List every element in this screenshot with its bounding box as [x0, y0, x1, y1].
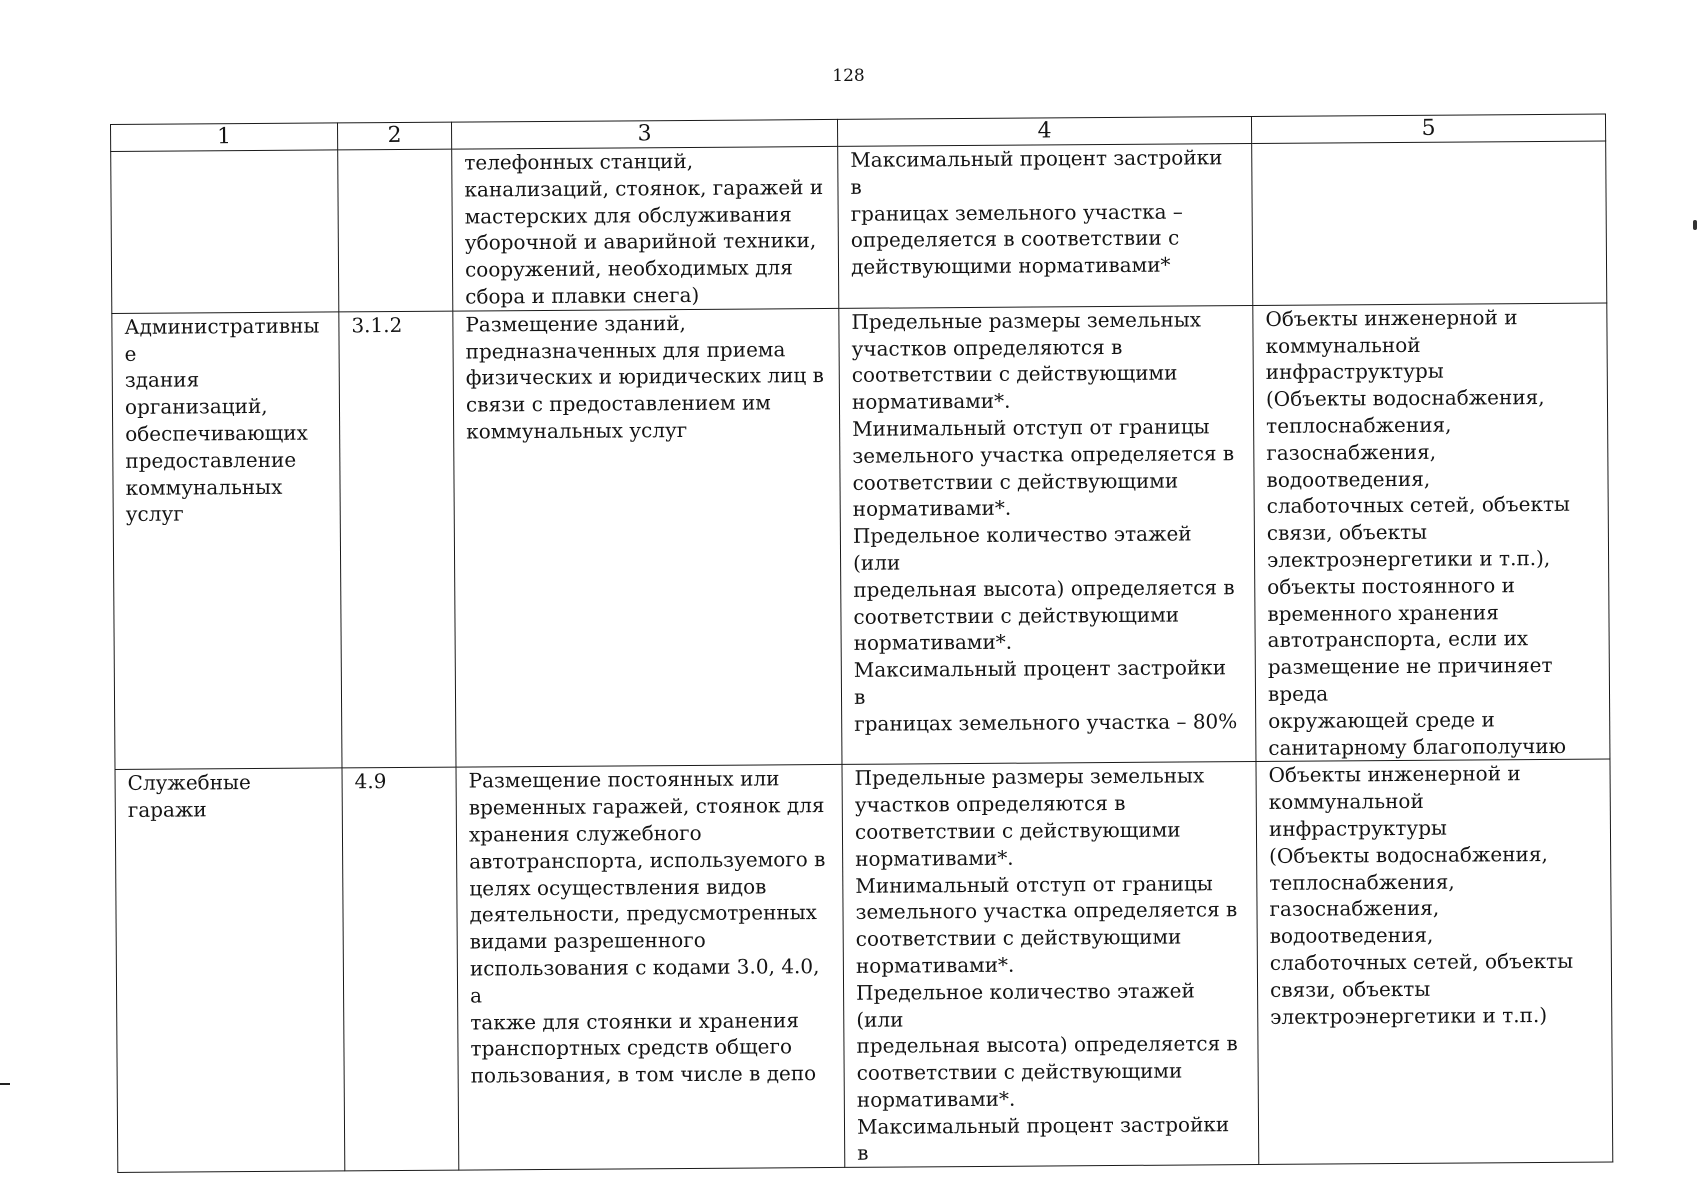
- cell-code: 3.1.2: [339, 311, 456, 768]
- scan-edge-mark: [0, 1083, 10, 1085]
- cell-use-name: Административные здания организаций, обеспечивающих предоставление коммунальных услуг: [112, 312, 342, 770]
- cell-use-name: Служебные гаражи: [115, 768, 345, 1173]
- cell-auxiliary-uses: [1252, 141, 1607, 305]
- header-col-4: 4: [837, 117, 1251, 147]
- cell-auxiliary-uses: Объекты инженерной и коммунальной инфраструктуры (Объекты водоснабжения, теплоснабжения, газоснабжения, водоотведения, слаботочных сетей, объекты связи, объекты электроэнергетики и т.п.), объекты постоянного и временного хранения автотранспорта, если их размещение не причиняет вреда окружающей среде и санитарному благополучию: [1253, 303, 1610, 762]
- cell-parameters: Максимальный процент застройки в границах земельного участка – определяется в соответствии с действующими нормативами*: [838, 144, 1253, 309]
- header-col-2: 2: [337, 122, 451, 150]
- header-col-5: 5: [1251, 114, 1605, 143]
- cell-description: телефонных станций, канализаций, стоянок, гаражей и мастерских для обслуживания уборочной и аварийной техники, сооружений, необходимых для сбора и плавки снега): [452, 146, 839, 310]
- page-number: 128: [832, 66, 865, 86]
- cell-parameters: Предельные размеры земельных участков определяются в соответствии с действующими нормативами*. Минимальный отступ от границы земельного участка определяется в соответствии с действующими нормативами*. Предельное количество этажей (или предельная высота) определяется в соответствии с действующими нормативами*. Максимальный процент застройки в: [842, 762, 1259, 1168]
- table-container: [110, 114, 1612, 1174]
- scan-edge-mark: [1693, 220, 1697, 230]
- table-row: [111, 141, 1607, 313]
- cell-description: Размещение зданий, предназначенных для приема физических и юридических лиц в связи с предоставлением им коммунальных услуг: [453, 308, 842, 767]
- table-row: [115, 759, 1613, 1172]
- cell-code: [338, 149, 453, 312]
- land-use-table: [110, 114, 1613, 1174]
- header-col-3: 3: [451, 119, 837, 149]
- cell-auxiliary-uses: Объекты инженерной и коммунальной инфраструктуры (Объекты водоснабжения, теплоснабжения, газоснабжения, водоотведения, слаботочных сетей, объекты связи, объекты электроэнергетики и т.п.): [1256, 759, 1613, 1164]
- cell-description: Размещение постоянных или временных гаражей, стоянок для хранения служебного автотранспорта, используемого в целях осуществления видов деятельности, предусмотренных видами разрешенного использования с кодами 3.0, 4.0, а также для стоянки и хранения транспортных средств общего пользования, в том числе в депо: [456, 765, 845, 1171]
- cell-parameters: Предельные размеры земельных участков определяются в соответствии с действующими нормативами*. Минимальный отступ от границы земельного участка определяется в соответствии с действующими нормативами*. Предельное количество этажей (или предельная высота) определяется в соответствии с действующими нормативами*. Максимальный процент застройки в границах земельного участка – 80%: [839, 305, 1256, 764]
- cell-use-name: [111, 150, 339, 313]
- header-col-1: 1: [111, 123, 338, 152]
- table-row: [112, 303, 1610, 770]
- cell-code: 4.9: [342, 767, 459, 1171]
